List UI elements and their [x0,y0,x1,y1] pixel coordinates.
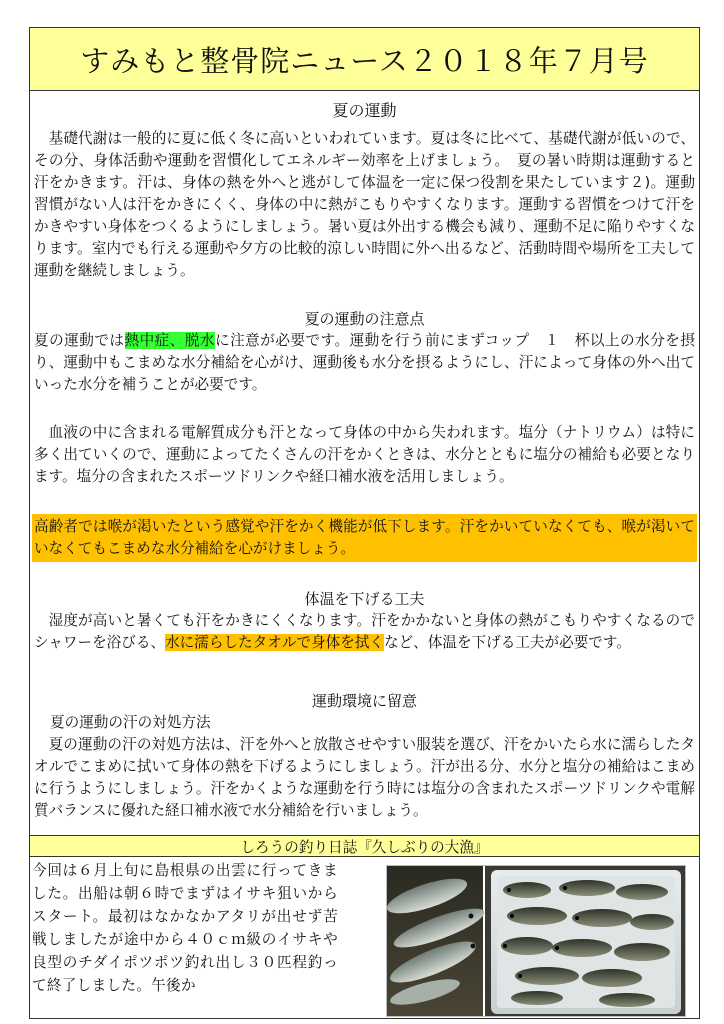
fishing-diary-text: 今回は６月上旬に島根県の出雲に行ってきました。出船は朝６時でまずはイサキ狙いからスタート。最初はなかなかアタリが出せず苦戦しましたが途中から４０ｃｍ級のイサキや良型のチダイポツポツ釣れ出し３０匹程釣って終了しました。午後か [32,862,338,994]
body-temp-paragraph [34,610,695,654]
newsletter-frame [29,27,700,1019]
environment-paragraph: 夏の運動の汗の対処方法は、汗を外へと放散させやすい服装を選び、汗をかいたら水に濡らしたタオルでこまめに拭いて身体の熱を下げるようにしましょう。汗が出る分、水分と塩分の補給はこまめに行うようにしましょう。汗をかくような運動を行う時には塩分の含まれたスポーツドリンクや電解質バランスに優れた経口補水液で水分補給を行いましょう。 [34,736,695,819]
main-content [30,90,699,852]
fishing-diary-title: しろうの釣り日誌『久しぶりの大漁』 [30,835,699,857]
heatstroke-highlight: 熱中症、脱水 [124,332,215,349]
elderly-warning-highlight: 高齢者では喉が渇いたという感覚や汗をかく機能が低下します。汗をかいていなくても、喉が渇いていなくてもこまめな水分補給を心がけましょう。 [32,514,697,562]
section-title-summer-exercise: 夏の運動 [332,101,397,120]
fishing-catch-photo [386,865,686,1017]
section-title-caution: 夏の運動の注意点 [304,310,425,328]
fish-photo-graphic [387,866,686,1017]
body-temp-text-before: 湿度が高いと暑くても汗をかきにくくなります。汗をかかないと身体の熱がこもりやすくなるのでシャワーを浴びる、 [34,612,695,651]
caution-text-before: 夏の運動では [34,332,125,349]
fishing-diary-text-block [32,859,338,997]
body-temp-text-after: など、体温を下げる工夫が必要です。 [383,634,631,651]
towel-highlight: 水に濡らしたタオルで身体を拭く [165,634,384,651]
intro-paragraph: 基礎代謝は一般的に夏に低く冬に高いといわれています。夏は冬に比べて、基礎代謝が低いので、その分、身体活動や運動を習慣化してエネルギー効率を上げましょう。 夏の暑い時期は運動すると汗をかきます。汗は、身体の熱を外へと逃がして体温を一定に保つ役割を果たしています２)。運動習慣がない人は汗をかきにくく、身体の中に熱がこもりやすくなります。運動する習慣をつけて汗をかきやすい身体をつくるようにしましょう。暑い夏は外出する機会も減り、運動不足に陥りやすくなります。室内でも行える運動や夕方の比較的涼しい時間に外へ出るなど、活動時間や場所を工夫して運動を継続しましょう。 [34,130,695,279]
section-title-body-temp: 体温を下げる工夫 [304,590,425,608]
environment-subtitle: 夏の運動の汗の対処方法 [50,714,211,731]
fishing-diary-section [30,857,699,1019]
newsletter-header [30,28,699,91]
caution-text-after: に注意が必要です。運動を行う前にまずコップ １ 杯以上の水分を摂り、運動中もこまめな水分補給を心がけ、運動後も水分を摂るようにし、汗によって身体の外へ出ていった水分を補うことが必要です。 [34,332,695,393]
newsletter-title: すみもと整骨院ニュース２０１８年７月号 [80,43,649,78]
caution-paragraph-2: 血液の中に含まれる電解質成分も汗となって身体の中から失われます。塩分（ナトリウム）は特に多く出ていくので、運動によってたくさんの汗をかくときは、水分とともに塩分の補給も必要となります。塩分の含まれたスポーツドリンクや経口補水液を活用しましょう。 [34,424,695,485]
caution-paragraph-1 [34,330,695,396]
section-title-environment: 運動環境に留意 [311,692,417,710]
